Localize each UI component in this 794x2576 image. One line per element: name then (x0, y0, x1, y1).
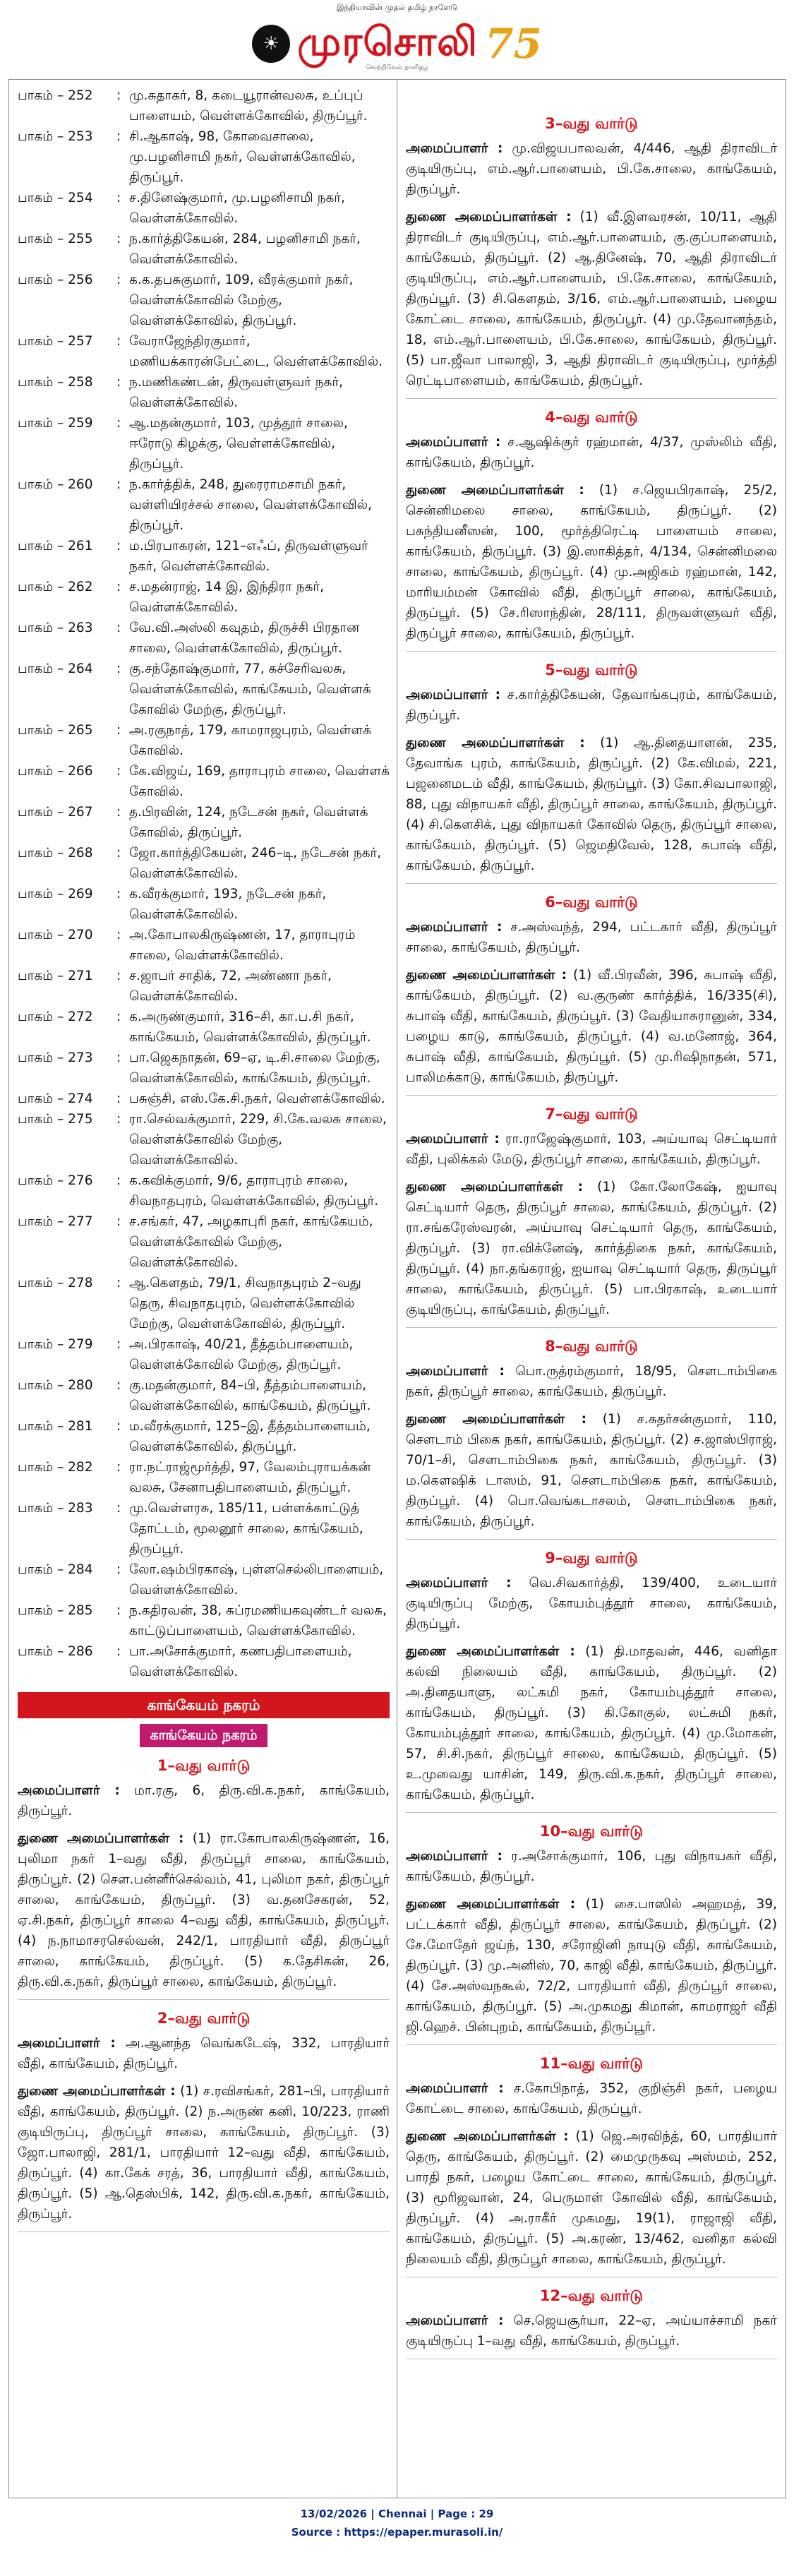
ward-divider (406, 1095, 777, 1096)
polling-station-row (18, 1089, 390, 1109)
polling-station-row (18, 1498, 390, 1559)
newspaper-page (8, 79, 786, 2498)
entry-member-details: ச.கார்த்திகேயன், தேவாங்கபுரம், காங்கேயம், திருப்பூர். (406, 688, 777, 723)
polling-station-member: ந.மணிகண்டன், திருவள்ளுவர் நகர், வெள்ளக்கோவில். (129, 375, 344, 410)
entry-member-details: (1) சை.பாஸில் அஹமத், 39, பட்டக்கார் வீதி, திருப்பூர் சாலை, காங்கேயம், திருப்பூர். (2) சே.மோதேர் ஜய்ந், 130, சரோஜினி நாயுடு வீதி, காங்கேயம், திருப்பூர். (3) மு.அனிஸ், 70, காஜி வீதி, காங்கேயம், திருப்பூர். (4) சே.அஸ்வநகூல், 72/2, பாரதியார் வீதி, திருப்பூர் சாலை, காங்கேயம், திருப்பூர். (5) அ.முகமது கிமான், காமராஜர் வீதி ஜி.ஹெச். பின்புறம், காங்கேயம், திருப்பூர். (406, 1897, 777, 2035)
polling-station-row (18, 1559, 390, 1600)
polling-station-separator: : (116, 539, 121, 553)
polling-station-member: ச.தினேஷ்குமார், மு.பழனிசாமி நகர், வெள்ளக்கோவில். (129, 191, 345, 226)
entry-role-label: அமைப்பாளர் : (18, 1783, 120, 1798)
entry-role-label: துணை அமைப்பாளர்கள் : (406, 1897, 575, 1912)
ward-divider (406, 1539, 777, 1540)
entry-role-label: துணை அமைப்பாளர்கள் : (18, 1831, 184, 1846)
entry-role-label: துணை அமைப்பாளர்கள் : (406, 1412, 587, 1427)
rising-sun-emblem-icon: ☀ (252, 25, 290, 63)
polling-station-separator: : (116, 1644, 121, 1659)
polling-station-separator: : (116, 1460, 121, 1475)
polling-station-number: பாகம் – 285 (18, 1603, 93, 1618)
polling-station-row (18, 474, 390, 536)
polling-station-member: அ.பிரகாஷ், 40/21, தீத்தம்பாளையம், வெள்ளக்கோவில் மேற்கு, திருப்பூர். (129, 1337, 354, 1372)
polling-station-row (18, 1641, 390, 1682)
polling-station-number: பாகம் – 268 (18, 846, 93, 861)
ward-entry (406, 1641, 777, 1805)
polling-station-number: பாகம் – 253 (18, 129, 93, 144)
polling-station-row (18, 659, 390, 720)
polling-station-row (18, 761, 390, 802)
polling-station-separator: : (116, 1501, 121, 1516)
entry-member-details: ச.அஸ்வந்த், 294, பட்டகார் வீதி, திருப்பூர் சாலை, காங்கேயம், திருப்பூர். (406, 920, 777, 955)
ward-entry (406, 138, 777, 200)
polling-station-row (18, 188, 390, 229)
entry-role-label: அமைப்பாளர் : (406, 1576, 512, 1590)
polling-station-member: ச.மதன்ராஜ், 14 இ, இந்திரா நகர், வெள்ளக்கோவில். (129, 580, 324, 615)
polling-station-separator: : (116, 477, 121, 492)
ward-title: 1–வது வார்டு (157, 1757, 251, 1774)
polling-station-member: க.க.தபசுகுமார், 109, வீரக்குமார் நகர், வெள்ளக்கோவில் மேற்கு, வெள்ளக்கோவில், திருப்பூர். (129, 272, 354, 328)
polling-station-separator: : (116, 1276, 121, 1290)
entry-role-label: அமைப்பாளர் : (406, 2313, 504, 2328)
entry-member-details: (1) ச.சுதர்சன்குமார், 110, சௌடாம் பிகை நகர், காங்கேயம், திருப்பூர். (2) ச.ஜாஸ்பிராஜ், 70/1–சி, சௌடாம்பிகை நகர், காங்கேயம், திருப்பூர். (3) ம.கௌஷிக் டாஸம், 91, சௌடாம்பிகை நகர், காங்கேயம், திருப்பூர். (4) பொ.வெங்கடாசலம், சௌடாம்பிகை நகர், காங்கேயம், திருப்பூர். (406, 1412, 777, 1529)
polling-station-separator: : (116, 887, 121, 901)
ward-divider (18, 1999, 390, 2000)
polling-station-number: பாகம் – 265 (18, 723, 93, 738)
polling-station-row (18, 413, 390, 474)
polling-station-member: பா.ஜெகநாதன், 69–ஏ, டி.சி.சாலை மேற்கு, வெள்ளக்கோவில், காங்கேயம், திருப்பூர். (129, 1050, 380, 1086)
polling-station-row (18, 1211, 390, 1273)
polling-station-separator: : (116, 805, 121, 820)
polling-station-row (18, 1007, 390, 1048)
polling-station-separator: : (116, 416, 121, 431)
polling-station-member: த.பிரவின், 124, நடேசன் நகர், வெள்ளக் கோவில், திருப்பூர். (129, 805, 368, 840)
ward-title: 5–வது வார்டு (545, 661, 638, 678)
polling-station-number: பாகம் – 281 (18, 1419, 93, 1434)
polling-station-number: பாகம் – 280 (18, 1378, 93, 1393)
polling-station-row (18, 1334, 390, 1375)
polling-station-number: பாகம் – 256 (18, 272, 93, 287)
polling-station-member: அ.ரகுநாத், 179, காமராஜபுரம், வெள்ளக் கோவில். (129, 723, 372, 758)
entry-member-details: (1) ஆ.தினதயாளன், 235, தேவாங்க புரம், காங்கேயம், திருப்பூர். (2) கே.விமல், 221, பஜனைமடம் வீதி, காங்கேயம், திருப்பூர். (3) கோ.சிவபாலாஜி, 88, புது விநாயகர் வீதி, திருப்பூர் சாலை, காங்கேயம், திருப்பூர். (4) சி.கௌசிக், புது விநாயகர் கோவில் தெரு, திருப்பூர் சாலை, காங்கேயம், திருப்பூர். (5) ஜெமதிவேல், 128, சுபாஷ் வீதி, காங்கேயம், திருப்பூர். (406, 736, 777, 873)
polling-station-number: பாகம் – 283 (18, 1501, 93, 1516)
ward-title: 2–வது வார்டு (157, 2010, 251, 2027)
polling-station-number: பாகம் – 252 (18, 88, 93, 103)
ward-entry (406, 685, 777, 726)
entry-role-label: துணை அமைப்பாளர்கள் : (406, 968, 567, 983)
polling-station-member: வே.வி.அஸ்லி கவுதம், திருச்சி பிரதான சாலை, வெள்ளக்கோவில், திருப்பூர். (129, 621, 360, 656)
polling-station-row (18, 1600, 390, 1641)
polling-station-row (18, 270, 390, 331)
footer-date-line: 13/02/2026 | Chennai | Page : 29 (300, 2508, 494, 2520)
entry-role-label: துணை அமைப்பாளர்கள் : (406, 210, 572, 224)
entry-member-details: மா.ரகு, 6, திரு.வி.க.நகர், காங்கேயம், திருப்பூர். (18, 1783, 390, 1819)
left-column (9, 80, 397, 2498)
ward-entry (406, 2311, 777, 2352)
polling-station-row (18, 536, 390, 577)
ward-entry (406, 1409, 777, 1532)
right-column (397, 80, 786, 2498)
ward-divider (406, 1812, 777, 1813)
entry-role-label: துணை அமைப்பாளர்கள் : (406, 1180, 583, 1194)
polling-station-number: பாகம் – 257 (18, 334, 93, 349)
polling-station-separator: : (116, 846, 121, 861)
polling-station-member: ச.ஜாபர் சாதிக், 72, அண்ணா நகர், வெள்ளக்கோவில். (129, 969, 332, 1004)
entry-role-label: அமைப்பாளர் : (406, 1132, 500, 1146)
polling-station-member: க.அருண்குமார், 316–சி, கா.ப.சி நகர், காங்கேயம், வெள்ளக்கோவில், திருப்பூர். (129, 1010, 371, 1045)
ward-title: 12–வது வார்டு (539, 2287, 644, 2304)
anniversary-badge: 75 (485, 20, 542, 68)
section-tag (18, 1724, 390, 1747)
polling-station-number: பாகம் – 259 (18, 416, 93, 431)
polling-station-row (18, 331, 390, 372)
polling-station-number: பாகம் – 270 (18, 928, 93, 942)
polling-station-separator: : (116, 928, 121, 942)
polling-station-number: பாகம் – 273 (18, 1050, 93, 1065)
polling-station-row (18, 229, 390, 270)
left-ward-list (18, 1756, 390, 2232)
polling-station-separator: : (116, 1173, 121, 1188)
polling-station-number: பாகம் – 258 (18, 375, 93, 390)
polling-station-number: பாகம் – 271 (18, 969, 93, 983)
polling-station-row (18, 1109, 390, 1170)
entry-role-label: அமைப்பாளர் : (406, 435, 501, 450)
ward-title: 6–வது வார்டு (545, 894, 638, 911)
polling-station-row (18, 1048, 390, 1089)
entry-member-details: (1) ரா.கோபாலகிருஷ்ணன், 16, புலிமா நகர் 1–வது வீதி, திருப்பூர் சாலை, காங்கேயம், திருப்பூர். (2) சௌ.பன்னீர்செல்வம், 41, புலிமா நகர், திருப்பூர் சாலை, காங்கேயம், திருப்பூர். (3) வ.தனசேகரன், 52, ஏ.சி.நகர், திருப்பூர் சாலை 4–வது வீதி, காங்கேயம், திருப்பூர். (4) ந.நாமாசரசெல்வன், 242/1, பாரதியார் வீதி, திருப்பூர் சாலை, காங்கேயம், திருப்பூர். (5) க.தேசிகன், 26, திரு.வி.க.நகர், திருப்பூர் சாலை, காங்கேயம், திருப்பூர். (18, 1831, 390, 1989)
polling-station-member: ச.சங்கர், 47, அழகாபுரி நகர், காங்கேயம், வெள்ளக்கோவில் மேற்கு, வெள்ளக்கோவில். (129, 1214, 373, 1270)
polling-station-row (18, 372, 390, 413)
entry-member-details: பொ.ருத்ரம்குமார், 18/95, சௌடாம்பிகை நகர், திருப்பூர் சாலை, காங்கேயம், திருப்பூர். (406, 1364, 777, 1399)
ward-entry (406, 2126, 777, 2270)
ward-divider (406, 651, 777, 652)
polling-station-row (18, 843, 390, 884)
ward-entry (18, 2081, 390, 2224)
entry-role-label: துணை அமைப்பாளர்கள் : (406, 736, 585, 750)
ward-entry (406, 2078, 777, 2119)
polling-station-row (18, 1416, 390, 1457)
ward-divider (406, 398, 777, 399)
polling-station-member: கு.மதன்குமார், 84–பி, தீத்தம்பாளையம், வெள்ளக்கோவில், காங்கேயம், திருப்பூர். (129, 1378, 371, 1413)
entry-role-label: துணை அமைப்பாளர்கள் : (406, 483, 584, 498)
polling-station-number: பாகம் – 275 (18, 1112, 93, 1127)
ward-entry (406, 733, 777, 876)
polling-station-number: பாகம் – 261 (18, 539, 93, 553)
polling-station-member: ந.கார்த்திகேயன், 284, பழனிசாமி நகர், வெள்ளக்கோவில். (129, 232, 361, 267)
polling-station-member: சி.ஆகாஷ், 98, கோவைசாலை, மு.பழனிசாமி நகர், வெள்ளக்கோவில், திருப்பூர். (129, 129, 356, 185)
polling-station-separator: : (116, 272, 121, 287)
polling-station-number: பாகம் – 278 (18, 1276, 93, 1290)
ward-entry (18, 2033, 390, 2074)
polling-station-row (18, 126, 390, 188)
entry-role-label: துணை அமைப்பாளர்கள் : (406, 1644, 575, 1659)
polling-station-number: பாகம் – 277 (18, 1214, 93, 1229)
entry-member-details: (1) தி.மாதவன், 446, வனிதா கல்வி நிலையம் வீதி, காங்கேயம், திருப்பூர். (2) அ.தினதயாளு, லட்சுமி நகர், கோயம்புத்தூர் சாலை, காங்கேயம், திருப்பூர். (3) கி.கோகுல், லட்சுமி நகர், கோயம்புத்தூர் சாலை, காங்கேயம், திருப்பூர். (4) மு.மோகன், 57, சி.சி.நகர், திருப்பூர் சாலை, காங்கேயம், திருப்பூர். (5) உ.முவைது யாசின், 149, திரு.வி.க.நகர், திருப்பூர் சாலை, காங்கேயம், திருப்பூர். (406, 1644, 777, 1802)
polling-station-row (18, 925, 390, 966)
ward-entry (406, 480, 777, 644)
polling-station-number: பாகம் – 284 (18, 1562, 93, 1577)
polling-station-member: ம.பிரபாகரன், 121–எஃப், திருவள்ளுவர் நகர், வெள்ளக்கோவில். (129, 539, 368, 574)
polling-station-member: ந.கதிரவன், 38, சுப்ரமணியகவுண்டர் வலசு, காட்டுப்பாளையம், வெள்ளக்கோவில். (129, 1603, 387, 1639)
polling-station-row (18, 1375, 390, 1416)
polling-station-member: ரா.செல்வக்குமார், 229, சி.கே.வலசு சாலை, வெள்ளக்கோவில் மேற்கு, வெள்ளக்கோவில். (129, 1112, 387, 1168)
polling-station-member: க.வீரக்குமார், 193, நடேசன் நகர், வெள்ளக்கோவில். (129, 887, 327, 922)
polling-station-row (18, 720, 390, 761)
polling-station-number: பாகம் – 260 (18, 477, 93, 492)
polling-station-row (18, 884, 390, 925)
footer-source-line: Source : https://epaper.murasoli.in/ (291, 2526, 503, 2539)
polling-station-row (18, 618, 390, 659)
polling-station-member: அ.கோபாலகிருஷ்ணன், 17, தாராபுரம் சாலை, வெள்ளக்கோவில். (129, 928, 356, 963)
entry-role-label: அமைப்பாளர் : (18, 2036, 116, 2051)
polling-station-separator: : (116, 1112, 121, 1127)
polling-station-number: பாகம் – 286 (18, 1644, 93, 1659)
entry-member-details: (1) ச.ஜெயபிரகாஷ், 25/2, சென்னிமலை சாலை, காங்கேயம், திருப்பூர். (2) பசுந்தியனீஸன், 100, மூர்த்திரெட்டி பாளையம் சாலை, காங்கேயம், திருப்பூர். (3) இ.ஸாகித்தர், 4/134, சென்னிமலை சாலை, காங்கேயம், திருப்பூர். (4) மு.அஜிகம் ரஹ்மான், 142, மாரியம்மன் கோவில் வீதி, திருப்பூர் சாலை, காங்கேயம், திருப்பூர். (5) சே.ரிஸாந்தின், 28/111, திருவள்ளுவர் வீதி, திருப்பூர் சாலை, காங்கேயம், திருப்பூர். (406, 483, 777, 641)
entry-member-details: (1) கோ.லோகேஷ், ஐயாவு செட்டியார் தெரு, திருப்பூர் சாலை, காங்கேயம், திருப்பூர். (2) ரா.சங்கரேஸ்வரன், அய்யாவு செட்டியார் தெரு, காங்கேயம், திருப்பூர். (3) ரா.விக்னேஷ், கார்த்திகை நகர், காங்கேயம், திருப்பூர். (4) நா.தங்கராஜ், ஐயாவு செட்டியார் தெரு, திருப்பூர் சாலை, காங்கேயம், திருப்பூர். (5) பா.பிரகாஷ், உடையார் குடியிருப்பு, காங்கேயம், திருப்பூர். (406, 1180, 777, 1317)
entry-role-label: துணை அமைப்பாளர்கள் : (406, 2129, 569, 2144)
ward-entry (406, 207, 777, 391)
polling-station-separator: : (116, 1214, 121, 1229)
polling-station-member: மு.வெள்ளரசு, 185/11, பள்ளக்காட்டுத் தோட்டம், மூலனூர் சாலை, காங்கேயம், திருப்பூர். (129, 1501, 363, 1557)
ward-entry (406, 965, 777, 1088)
polling-station-separator: : (116, 764, 121, 779)
polling-station-separator: : (116, 969, 121, 983)
polling-station-number: பாகம் – 269 (18, 887, 93, 901)
polling-station-separator: : (116, 129, 121, 144)
ward-entry (406, 917, 777, 958)
entry-member-details: ச.கோபிநாத், 352, குறிஞ்சி நகர், பழைய கோட்டை சாலை, காங்கேயம், திருப்பூர். (406, 2081, 777, 2116)
page-footer (0, 2505, 794, 2541)
polling-station-separator: : (116, 375, 121, 390)
polling-station-separator: : (116, 1562, 121, 1577)
polling-station-separator: : (116, 1091, 121, 1106)
entry-member-details: (1) ஜெ.அரவிந்த், 60, பாரதியார் தெரு, காங்கேயம், திருப்பூர். (2) மைமுருகவு அஸ்மம், 252, பாரதி நகர், பழைய கோட்டை சாலை, காங்கேயம், திருப்பூர். (3) மூரிஜவான், 24, பெருமாள் கோவில் வீதி, காங்கேயம், திருப்பூர். (4) அ.ராகீர் முகமது, 19(1), ராஜாஜி வீதி, காங்கேயம், திருப்பூர். (5) அ.கரண், 13/462, வனிதா கல்வி நிலையம் வீதி, திருப்பூர் சாலை, காங்கேயம், திருப்பூர். (406, 2129, 777, 2267)
polling-station-member: லோ.ஷம்பிரகாஷ், புள்ளசெல்லிபாளையம், வெள்ளக்கோவில். (129, 1562, 384, 1598)
polling-station-member: ஆ.மதன்குமார், 103, முத்தூர் சாலை, ஈரோடு கிழக்கு, வெள்ளக்கோவில், திருப்பூர். (129, 416, 348, 472)
polling-station-number: பாகம் – 279 (18, 1337, 93, 1352)
ward-title: 3–வது வார்டு (545, 115, 638, 132)
entry-member-details: செ.ஜெயசூர்யா, 22–ஏ, அய்யாச்சாமி நகர் குடியிருப்பு 1–வது வீதி, காங்கேயம், திருப்பூர். (406, 2313, 777, 2349)
entry-role-label: அமைப்பாளர் : (406, 141, 503, 156)
polling-station-number: பாகம் – 282 (18, 1460, 93, 1475)
polling-station-number: பாகம் – 264 (18, 661, 93, 676)
entry-role-label: அமைப்பாளர் : (406, 920, 503, 935)
entry-role-label: அமைப்பாளர் : (406, 1849, 503, 1864)
entry-member-details: (1) ச.ரவிசங்கர், 281–பி, பாரதியார் வீதி, காங்கேயம், திருப்பூர். (2) ந.அருண் கனி, 10/223, ராணி குடியிருப்பு, திருப்பூர் சாலை, காங்கேயம், திருப்பூர். (3) ஜோ.பாலாஜி, 281/1, பாரதியார் 12–வது வீதி, காங்கேயம், திருப்பூர். (4) கா.கேக் சரத், 36, பாரதியார் வீதி, காங்கேயம், திருப்பூர். (5) ஆ.தெஸ்பிக், 142, திரு.வி.க.நகர், காங்கேயம், திருப்பூர். (18, 2084, 390, 2222)
polling-station-list (18, 85, 390, 1682)
polling-station-row (18, 577, 390, 618)
section-band: காங்கேயம் நகரம் (18, 1692, 390, 1718)
polling-station-number: பாகம் – 263 (18, 621, 93, 635)
polling-station-member: ஜோ.கார்த்திகேயன், 246–டி, நடேசன் நகர், வெள்ளக்கோவில். (129, 846, 382, 881)
masthead-logo (252, 18, 542, 70)
polling-station-number: பாகம் – 255 (18, 232, 93, 246)
polling-station-separator: : (116, 580, 121, 594)
polling-station-separator: : (116, 1010, 121, 1024)
polling-station-number: பாகம் – 266 (18, 764, 93, 779)
entry-member-details: (1) வீ.பிரவீன், 396, சுபாஷ் வீதி, காங்கேயம், திருப்பூர். (2) வ.குருண் கார்த்திக், 16/335(சி), சுபாஷ் வீதி, காங்கேயம், திருப்பூர். (3) வேதியாசுரானுன், 334, பழைய காடு, காங்கேயம், திருப்பூர். (4) வ.மனோஜ், 364, சுபாஷ் வீதி, காங்கேயம், திருப்பூர். (5) மு.ரிஷிநாதன், 571, பாலிமக்காடு, காங்கேயம், திருப்பூர். (406, 968, 777, 1085)
polling-station-member: பசுஞ்சி, எஸ்.கே.சி.நகர், வெள்ளக்கோவில். (129, 1091, 385, 1106)
polling-station-member: க.கவிக்குமார், 9/6, தாராபுரம் சாலை, சிவநாதபுரம், வெள்ளக்கோவில், திருப்பூர். (129, 1173, 379, 1209)
ward-entry (406, 1846, 777, 1887)
ward-divider (406, 2044, 777, 2045)
polling-station-separator: : (116, 334, 121, 349)
ward-divider (406, 1327, 777, 1328)
ward-entry (18, 1828, 390, 1992)
entry-member-details: ரா.ராஜேஷ்குமார், 103, அய்யாவு செட்டியார் வீதி, புலிக்கல் மேடு, திருப்பூர் சாலை, காங்கேயம், திருப்பூர். (406, 1132, 777, 1167)
polling-station-member: ஆ.கௌதம், 79/1, சிவநாதபுரம் 2–வது தெரு, சிவநாதபுரம், வெள்ளக்கோவில் மேற்கு, வெள்ளக்கோவில், திருப்பூர். (129, 1276, 361, 1331)
section-tag-label: காங்கேயம் நகரம் (140, 1724, 267, 1747)
ward-entry (18, 1780, 390, 1821)
polling-station-row (18, 85, 390, 126)
entry-member-details: ச.ஆஷிக்குர் ரஹ்மான், 4/37, முஸ்லிம் வீதி, காங்கேயம், திருப்பூர். (406, 435, 777, 470)
polling-station-member: ரா.நட்ராஜ்மூர்த்தி, 97, வேலம்புராயக்கன் வலசு, சேனாபதிபாளையம், திருப்பூர். (129, 1460, 371, 1495)
polling-station-member: கு.சந்தோஷ்குமார், 77, கச்சேரிவலசு, வெள்ளக்கோவில், காங்கேயம், வெள்ளக் கோவில் மேற்கு, திருப்பூர். (129, 661, 371, 717)
entry-member-details: மு.விஜயபாலவன், 4/446, ஆதி திராவிடர் குடியிருப்பு, எம்.ஆர்.பாளையம், பி.கே.சாலை, காங்கேயம், திருப்பூர். (406, 141, 777, 197)
entry-role-label: அமைப்பாளர் : (406, 688, 501, 702)
ward-entry (406, 1361, 777, 1402)
polling-station-member: வேராஜேந்திரகுமார், மணியக்காரன்பேட்டை, வெள்ளக்கோவில். (129, 334, 383, 369)
polling-station-separator: : (116, 1337, 121, 1352)
polling-station-row (18, 1273, 390, 1334)
polling-station-number: பாகம் – 276 (18, 1173, 93, 1188)
polling-station-row (18, 966, 390, 1007)
ward-divider (406, 883, 777, 884)
masthead-subline: வெற்றிவேல் நாளிதழ் (366, 64, 428, 71)
polling-station-separator: : (116, 723, 121, 738)
entry-role-label: அமைப்பாளர் : (406, 1364, 505, 1379)
polling-station-row (18, 1170, 390, 1211)
polling-station-number: பாகம் – 272 (18, 1010, 93, 1024)
ward-divider (18, 2231, 390, 2232)
polling-station-member: கே.விஜய், 169, தாராபுரம் சாலை, வெள்ளக் கோவில். (129, 764, 390, 799)
polling-station-row (18, 802, 390, 843)
ward-title: 10–வது வார்டு (539, 1823, 644, 1840)
polling-station-number: பாகம் – 254 (18, 191, 93, 205)
polling-station-separator: : (116, 661, 121, 676)
polling-station-separator: : (116, 621, 121, 635)
ward-entry (406, 1573, 777, 1634)
polling-station-member: ந.கார்த்திக், 248, துரைராமசாமி நகர், வள்ளியிரச்சல் சாலை, வெள்ளக்கோவில், திருப்பூர். (129, 477, 372, 533)
entry-member-details: ர.அசோக்குமார், 106, புது விநாயகர் வீதி, காங்கேயம், திருப்பூர். (406, 1849, 777, 1884)
polling-station-row (18, 1457, 390, 1498)
masthead (0, 0, 794, 78)
ward-entry (406, 1894, 777, 2037)
polling-station-number: பாகம் – 267 (18, 805, 93, 820)
newspaper-title: முரசொலி (297, 18, 479, 65)
polling-station-member: ம.வீரக்குமார், 125–இ, தீத்தம்பாளையம், வெள்ளக்கோவில், திருப்பூர். (129, 1419, 371, 1454)
ward-title: 4–வது வார்டு (545, 409, 638, 426)
entry-role-label: துணை அமைப்பாளர்கள் : (18, 2084, 176, 2099)
entry-member-details: அ.ஆனந்த வெங்கடேஷ், 332, பாரதியார் வீதி, காங்கேயம், திருப்பூர். (18, 2036, 390, 2071)
polling-station-separator: : (116, 1419, 121, 1434)
polling-station-separator: : (116, 232, 121, 246)
polling-station-separator: : (116, 1378, 121, 1393)
masthead-tagline: இந்தியாவின் முதல் தமிழ் நாளேடு (336, 3, 458, 12)
ward-entry (406, 432, 777, 473)
polling-station-number: பாகம் – 274 (18, 1091, 93, 1106)
entry-member-details: வெ.சிவகார்த்தி, 139/400, உடையார் குடியிருப்பு மேற்கு, கோயம்புத்தூர் சாலை, காங்கேயம், திருப்பூர். (406, 1576, 777, 1631)
polling-station-number: பாகம் – 262 (18, 580, 93, 594)
polling-station-separator: : (116, 1050, 121, 1065)
ward-title: 7–வது வார்டு (545, 1106, 638, 1122)
entry-role-label: அமைப்பாளர் : (406, 2081, 504, 2096)
ward-title: 11–வது வார்டு (539, 2055, 644, 2072)
polling-station-member: பா.அசோக்குமார், கணபதிபாளையம், வெள்ளக்கோவில். (129, 1644, 352, 1679)
entry-member-details: (1) வீ.இளவரசன், 10/11, ஆதி திராவிடர் குடியிருப்பு, எம்.ஆர்.பாளையம், கு.குப்பாளையம், காங்கேயம், திருப்பூர். (2) ஆ.தினேஷ், 70, ஆதி திராவிடர் குடியிருப்பு, எம்.ஆர்.பாளையம், பி.கே.சாலை, காங்கேயம், திருப்பூர். (3) சி.கௌதம், 3/16, எம்.ஆர்.பாளையம், பழைய கோட்டை சாலை, காங்கேயம், திருப்பூர். (4) மு.தேவானந்தம், 18, எம்.ஆர்.பாளையம், பி.கே.சாலை, காங்கேயம், திருப்பூர். (5) பா.ஜீவா பாலாஜி, 3, ஆதி திராவிடர் குடியிருப்பு, மூர்த்தி ரெட்டிபாளையம், காங்கேயம், திருப்பூர். (406, 210, 777, 388)
polling-station-member: மு.சுதாகர், 8, கடையூரான்வலசு, உப்புப் பாளையம், வெள்ளக்கோவில், திருப்பூர். (129, 88, 368, 124)
polling-station-separator: : (116, 191, 121, 205)
polling-station-separator: : (116, 1603, 121, 1618)
ward-title: 9–வது வார்டு (545, 1550, 638, 1566)
ward-entry (406, 1177, 777, 1320)
polling-station-separator: : (116, 88, 121, 103)
ward-title: 8–வது வார்டு (545, 1338, 638, 1355)
ward-entry (406, 1129, 777, 1170)
